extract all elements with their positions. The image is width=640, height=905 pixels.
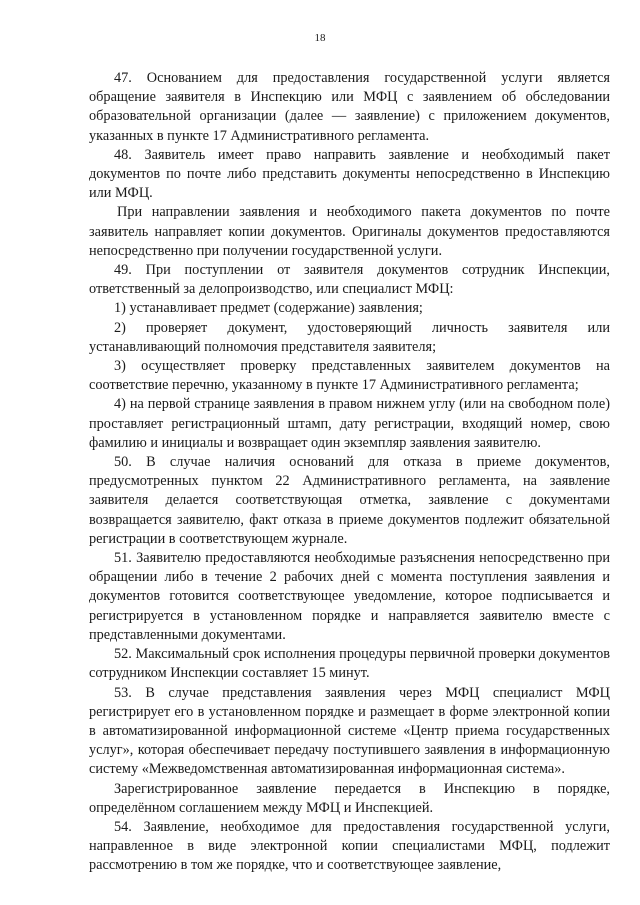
paragraph-54: 54. Заявление, необходимое для предоставления государственной услуги, направленное в виде электронной копии специалистами МФЦ, подлежит рассмотрению в том же порядке, что и соответствующее заявление, bbox=[89, 818, 610, 874]
paragraph-47: 47. Основанием для предоставления государственной услуги является обращение заявителя в Инспекцию или МФЦ с заявлением об обследовании образовательной организации (далее — заявление) с приложением документов, указанных в пункте 17 Административного регламента. bbox=[89, 70, 610, 144]
paragraph-48: 48. Заявитель имеет право направить заявление и необходимый пакет документов по почте либо представить документы непосредственно в Инспекцию или МФЦ. bbox=[89, 146, 610, 202]
paragraph-52: 52. Максимальный срок исполнения процедуры первичной проверки документов сотрудником Инспекции составляет 15 минут. bbox=[89, 646, 610, 682]
paragraph-53: 53. В случае представления заявления через МФЦ специалист МФЦ регистрирует его в установленном порядке и размещает в форме электронной копии в автоматизированной информационной системе «Центр приема государственных услуг», которая обеспечивает передачу поступившего заявления в информационную систему «Межведомственная автоматизированная информационная система». bbox=[89, 684, 610, 778]
paragraph-49-item-2: 2) проверяет документ, удостоверяющий личность заявителя или устанавливающий полномочия представителя заявителя; bbox=[89, 319, 610, 355]
page-number: 18 bbox=[314, 32, 326, 44]
paragraph-51: 51. Заявителю предоставляются необходимые разъяснения непосредственно при обращении либо в течение 2 рабочих дней с момента поступления заявления и документов готовится соответствующее уведомление, которое подписывается и регистрируется в установленном порядке и направляется заявителю вместе с представленными документами. bbox=[89, 550, 610, 643]
paragraph-49: 49. При поступлении от заявителя документов сотрудник Инспекции, ответственный за делопроизводство, или специалист МФЦ: bbox=[89, 262, 610, 298]
paragraph-48-postal: При направлении заявления и необходимого пакета документов по почте заявитель направляет копии документов. Оригиналы документов предоставляются непосредственно при получении государственной услуги. bbox=[89, 204, 610, 259]
paragraph-49-item-1: 1) устанавливает предмет (содержание) заявления; bbox=[114, 300, 423, 317]
paragraph-49-item-4: 4) на первой странице заявления в правом нижнем углу (или на свободном поле) проставляет регистрационный штамп, дату регистрации, входящий номер, свою фамилию и инициалы и возвращает один экземпляр заявления заявителю. bbox=[89, 396, 610, 451]
document-body bbox=[89, 69, 610, 876]
paragraph-50: 50. В случае наличия оснований для отказа в приеме документов, предусмотренных пунктом 22 Административного регламента, на заявление заявителя делается соответствующая отметка, заявление с документами возвращается заявителю, факт отказа в приеме документов подлежит обязательной регистрации в соответствующем журнале. bbox=[89, 454, 610, 547]
paragraph-53-transfer: Зарегистрированное заявление передается в Инспекцию в порядке, определённом соглашением между МФЦ и Инспекцией. bbox=[89, 780, 610, 816]
paragraph-49-item-3: 3) осуществляет проверку представленных заявителем документов на соответствие перечню, указанному в пункте 17 Административного регламента; bbox=[89, 358, 610, 394]
